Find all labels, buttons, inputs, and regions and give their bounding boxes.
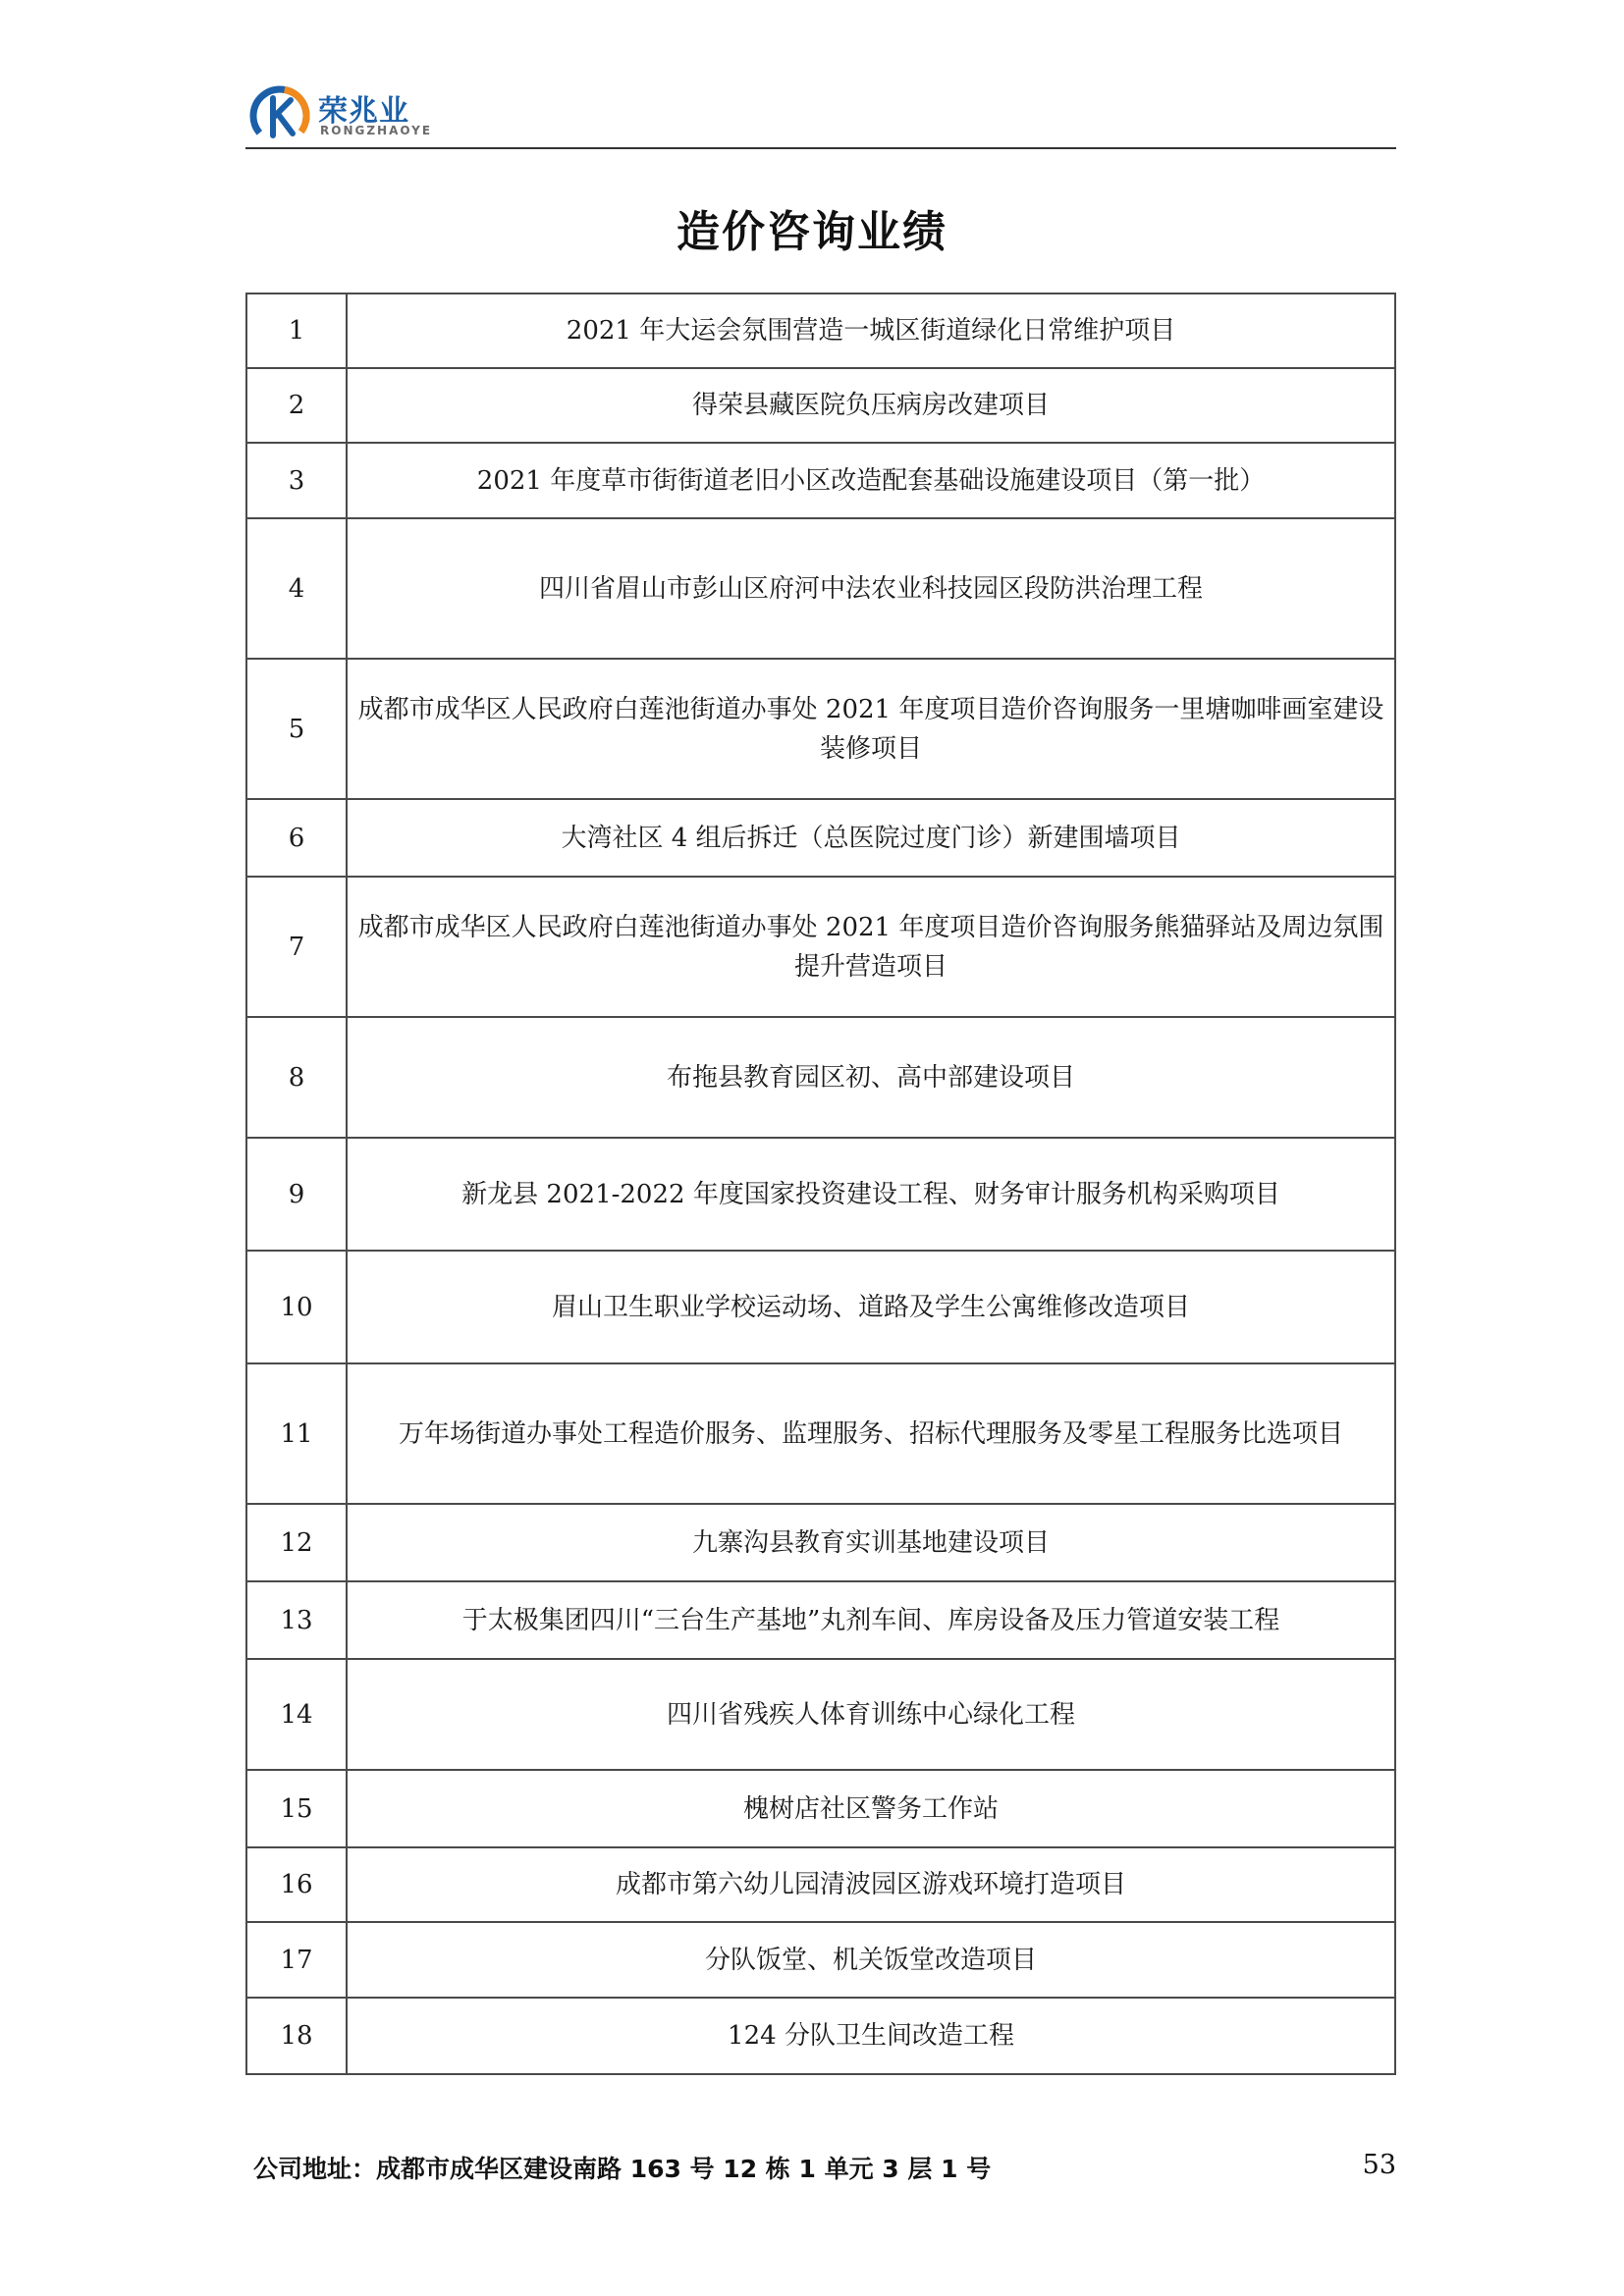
project-name: 万年场街道办事处工程造价服务、监理服务、招标代理服务及零星工程服务比选项目: [347, 1363, 1395, 1504]
row-number: 6: [246, 799, 347, 877]
table-row: [246, 1659, 1395, 1770]
logo-text: 荣兆业: [318, 94, 409, 129]
project-name: 124 分队卫生间改造工程: [347, 1998, 1395, 2074]
projects-table: [245, 293, 1396, 2075]
project-name: 大湾社区 4 组后拆迁（总医院过度门诊）新建围墙项目: [347, 799, 1395, 877]
row-number: 17: [246, 1922, 347, 1998]
table-row: [246, 518, 1395, 659]
project-name: 成都市成华区人民政府白莲池街道办事处 2021 年度项目造价咨询服务熊猫驿站及周边氛围提升营造项目: [347, 877, 1395, 1017]
logo-subtext: RONGZHAOYE: [320, 124, 433, 137]
table-row: [246, 659, 1395, 799]
row-number: 2: [246, 368, 347, 443]
table-row: [246, 1017, 1395, 1138]
project-name: 得荣县藏医院负压病房改建项目: [347, 368, 1395, 443]
project-name: 四川省眉山市彭山区府河中法农业科技园区段防洪治理工程: [347, 518, 1395, 659]
table-row: [246, 1581, 1395, 1659]
project-name: 九寨沟县教育实训基地建设项目: [347, 1504, 1395, 1581]
row-number: 3: [246, 443, 347, 518]
row-number: 9: [246, 1138, 347, 1251]
project-name: 2021 年大运会氛围营造一城区街道绿化日常维护项目: [347, 294, 1395, 368]
row-number: 16: [246, 1847, 347, 1922]
row-number: 7: [246, 877, 347, 1017]
table-row: [246, 368, 1395, 443]
table-row: [246, 1251, 1395, 1363]
project-name: 新龙县 2021-2022 年度国家投资建设工程、财务审计服务机构采购项目: [347, 1138, 1395, 1251]
row-number: 11: [246, 1363, 347, 1504]
row-number: 15: [246, 1770, 347, 1847]
project-name: 2021 年度草市街街道老旧小区改造配套基础设施建设项目（第一批）: [347, 443, 1395, 518]
project-name: 槐树店社区警务工作站: [347, 1770, 1395, 1847]
logo-emblem-icon: [245, 80, 314, 149]
row-number: 8: [246, 1017, 347, 1138]
row-number: 5: [246, 659, 347, 799]
row-number: 12: [246, 1504, 347, 1581]
company-address: 公司地址：成都市成华区建设南路 163 号 12 栋 1 单元 3 层 1 号: [253, 2155, 992, 2183]
project-name: 眉山卫生职业学校运动场、道路及学生公寓维修改造项目: [347, 1251, 1395, 1363]
row-number: 14: [246, 1659, 347, 1770]
page-title: 造价咨询业绩: [677, 207, 947, 257]
table-row: [246, 1770, 1395, 1847]
project-name: 成都市第六幼儿园清波园区游戏环境打造项目: [347, 1847, 1395, 1922]
page-number: 53: [1362, 2150, 1396, 2180]
project-name: 成都市成华区人民政府白莲池街道办事处 2021 年度项目造价咨询服务一里塘咖啡画室建设装修项目: [347, 659, 1395, 799]
project-name: 布拖县教育园区初、高中部建设项目: [347, 1017, 1395, 1138]
table-row: [246, 877, 1395, 1017]
row-number: 13: [246, 1581, 347, 1659]
row-number: 1: [246, 294, 347, 368]
table-row: [246, 1363, 1395, 1504]
project-name: 分队饭堂、机关饭堂改造项目: [347, 1922, 1395, 1998]
header-divider: [245, 147, 1396, 149]
table-row: [246, 1847, 1395, 1922]
project-name: 于太极集团四川“三台生产基地”丸剂车间、库房设备及压力管道安装工程: [347, 1581, 1395, 1659]
project-name: 四川省残疾人体育训练中心绿化工程: [347, 1659, 1395, 1770]
row-number: 10: [246, 1251, 347, 1363]
table-row: [246, 443, 1395, 518]
table-row: [246, 1998, 1395, 2074]
table-row: [246, 799, 1395, 877]
table-row: [246, 1504, 1395, 1581]
row-number: 4: [246, 518, 347, 659]
table-row: [246, 1138, 1395, 1251]
row-number: 18: [246, 1998, 347, 2074]
table-row: [246, 1922, 1395, 1998]
table-row: [246, 294, 1395, 368]
company-logo: [245, 77, 442, 153]
